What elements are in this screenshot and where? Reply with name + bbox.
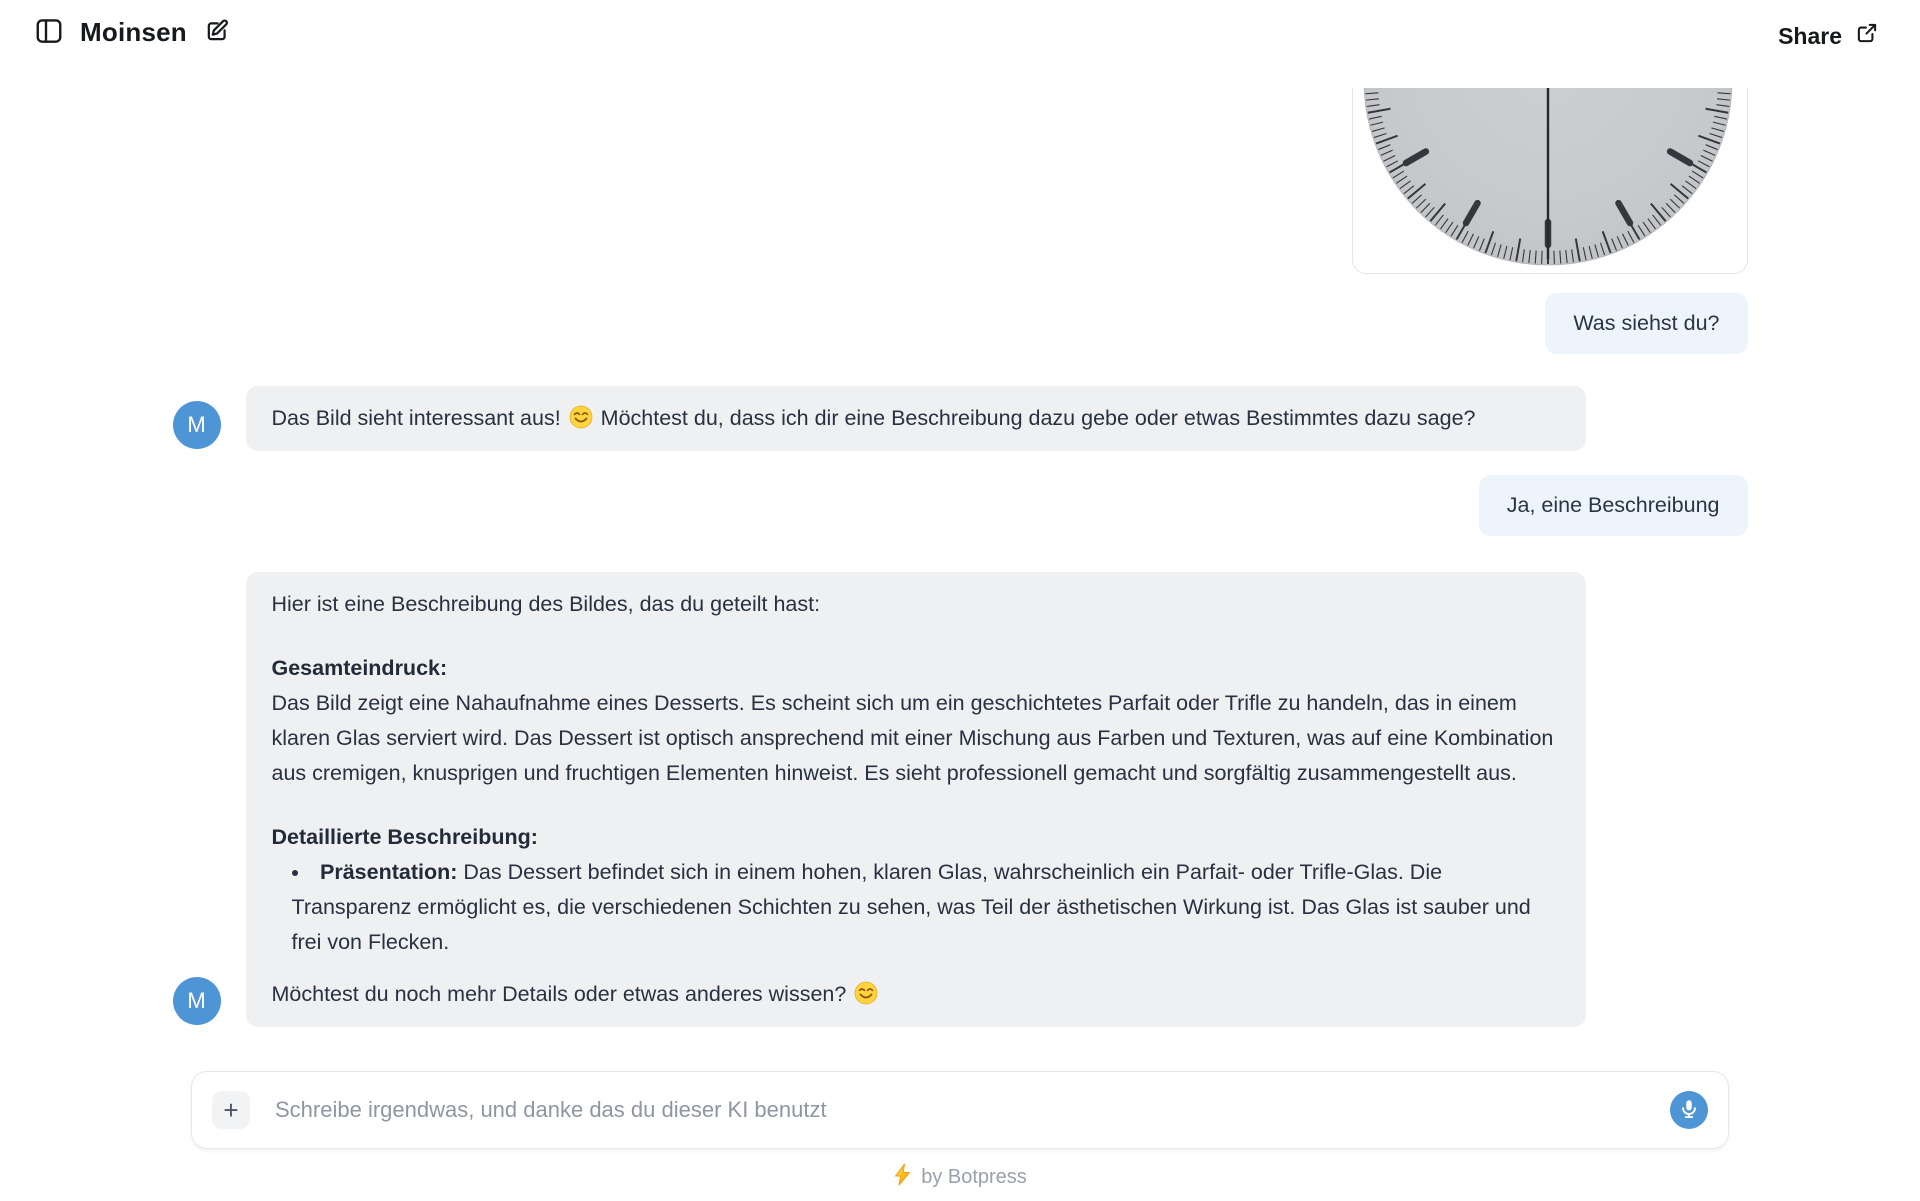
pencil-square-icon — [203, 17, 231, 48]
bot-message-bubble — [246, 572, 1586, 1027]
bot-message-bubble — [246, 386, 1586, 451]
section-heading: Detaillierte Beschreibung: — [271, 825, 538, 849]
branding-footer[interactable] — [0, 1163, 1920, 1192]
chat-message-list — [173, 88, 1748, 1027]
closing-text: Möchtest du noch mehr Details oder etwas anderes wissen? — [271, 982, 847, 1006]
message-composer — [191, 1071, 1729, 1149]
user-message-bubble: Ja, eine Beschreibung — [1479, 475, 1748, 536]
page-title: Moinsen — [80, 17, 187, 47]
bullet-text: Das Dessert befindet sich in einem hohen, klaren Glas, wahrscheinlich ein Parfait- oder Trifle-Glas. Die Transparenz ermöglicht es, die verschiedenen Schichten zu sehen, was Teil der ästhetischen Wirkung ist. Das Glas ist sauber und frei von Flecken. — [291, 860, 1531, 954]
bot-message-row — [173, 572, 1586, 1027]
voice-input-button[interactable] — [1670, 1091, 1708, 1129]
new-chat-button[interactable] — [203, 17, 231, 48]
message-input[interactable] — [275, 1097, 1670, 1123]
bullet-list — [272, 855, 1560, 960]
bot-message-section — [272, 651, 1560, 791]
header — [0, 0, 1920, 88]
section-body: Das Bild zeigt eine Nahaufnahme eines Desserts. Es scheint sich um ein geschichtetes Parfait oder Trifle zu handeln, das in einem klaren Glas serviert wird. Das Dessert ist optisch ansprechend mit einer Mischung aus Farben und Texturen, was auf eine Kombination aus cremigen, knusprigen und fruchtigen Elementen hinweist. Es sieht professionell gemacht und sorgfältig zusammengestellt aus. — [271, 691, 1554, 785]
external-link-icon — [1854, 20, 1880, 52]
header-left — [34, 16, 231, 49]
microphone-icon — [1678, 1098, 1700, 1123]
bot-avatar: M — [173, 977, 221, 1025]
section-heading: Gesamteindruck: — [271, 656, 448, 680]
bot-message-text: Möchtest du, dass ich dir eine Beschreibung dazu gebe oder etwas Bestimmtes dazu sage? — [600, 406, 1476, 430]
bot-message-row — [173, 386, 1586, 451]
smiling-emoji-icon — [854, 981, 878, 1005]
user-message-bubble: Was siehst du? — [1545, 293, 1747, 354]
bot-message-text: Das Bild sieht interessant aus! — [271, 406, 561, 430]
sidebar-toggle-button[interactable] — [34, 16, 64, 49]
bullet-bold: Präsentation: — [320, 860, 458, 884]
bullet-item — [292, 855, 1560, 960]
smiling-emoji-icon — [569, 405, 593, 429]
attachment-button[interactable] — [212, 1091, 250, 1129]
bot-message-intro: Hier ist eine Beschreibung des Bildes, das du geteilt hast: — [271, 592, 821, 616]
plus-icon: + — [223, 1095, 239, 1125]
brand-text: by Botpress — [921, 1166, 1027, 1188]
panel-left-icon — [34, 16, 64, 49]
bot-message-section — [272, 820, 1560, 960]
lightning-bolt-icon — [893, 1163, 912, 1192]
bot-message-closing — [272, 977, 1560, 1012]
share-label: Share — [1778, 22, 1842, 49]
bot-avatar: M — [173, 401, 221, 449]
share-button[interactable] — [1778, 20, 1880, 52]
